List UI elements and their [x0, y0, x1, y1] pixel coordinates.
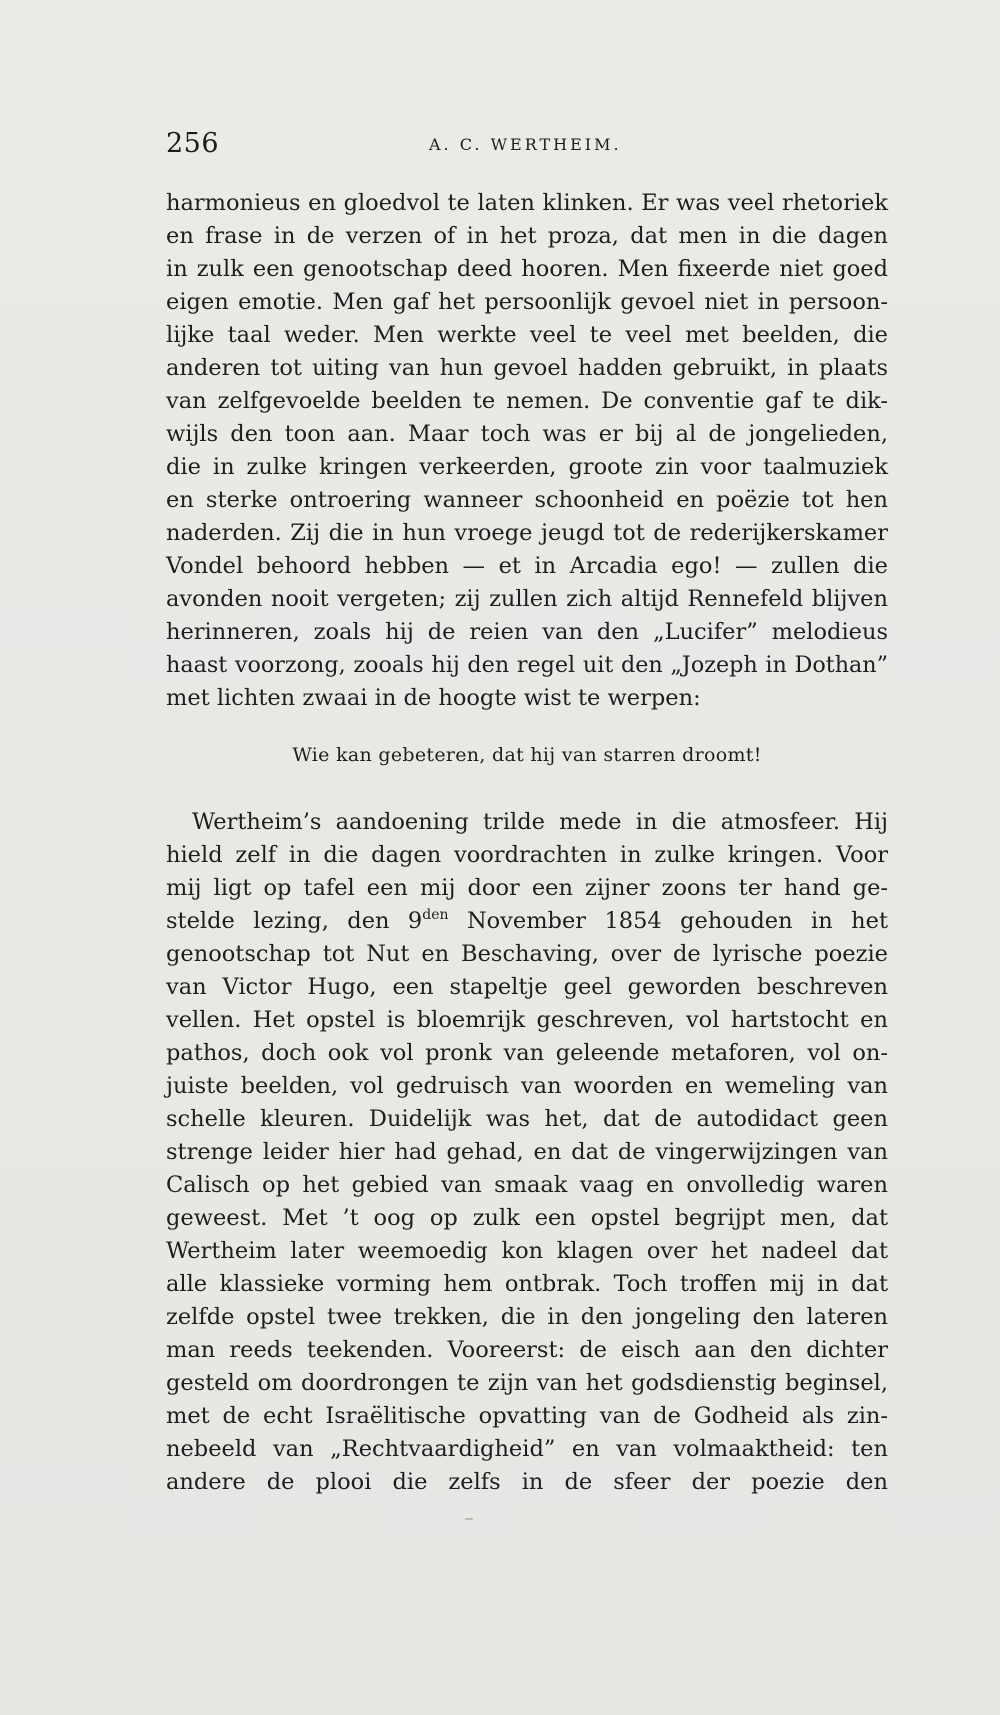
paragraph-1 — [166, 187, 888, 715]
text-line: pathos, doch ook vol pronk van geleende metaforen, vol on- — [166, 1040, 888, 1066]
running-head: A. C. WERTHEIM. — [429, 135, 622, 154]
text-line: Wertheim later weemoedig kon klagen over het nadeel dat — [166, 1238, 888, 1264]
text-line: strenge leider hier had gehad, en dat de vingerwijzingen van — [166, 1139, 888, 1165]
text-line: herinneren, zoals hij de reien van den „Lucifer” melodieus — [166, 619, 888, 645]
text-line: hield zelf in die dagen voordrachten in zulke kringen. Voor — [166, 842, 888, 868]
page-number: 256 — [166, 128, 220, 159]
text-line: vellen. Het opstel is bloemrijk geschreven, vol hartstocht en — [166, 1007, 888, 1033]
paragraph-2 — [166, 806, 888, 1499]
text-line: van zelfgevoelde beelden te nemen. De conventie gaf te dik- — [166, 388, 888, 414]
text-line: harmonieus en gloedvol te laten klinken. Er was veel rhetoriek — [166, 190, 888, 216]
text-line: zelfde opstel twee trekken, die in den jongeling den lateren — [166, 1304, 888, 1330]
text-line: avonden nooit vergeten; zij zullen zich altijd Rennefeld blijven — [166, 586, 888, 612]
superscript: den — [422, 907, 449, 923]
text-line: in zulk een genootschap deed hooren. Men fixeerde niet goed — [166, 256, 888, 282]
text-line: haast voorzong, zooals hij den regel uit den „Jozeph in Dothan” — [166, 652, 888, 678]
text-line: andere de plooi die zelfs in de sfeer der poezie den — [166, 1469, 888, 1495]
text-line: juiste beelden, vol gedruisch van woorden en wemeling van — [166, 1073, 888, 1099]
text-line: lijke taal weder. Men werkte veel te veel met beelden, die — [166, 322, 888, 348]
text-line: gesteld om doordrongen te zijn van het godsdienstig beginsel, — [166, 1370, 888, 1396]
text-line: Vondel behoord hebben — et in Arcadia ego! — zullen die — [166, 553, 888, 579]
text-line: schelle kleuren. Duidelijk was het, dat de autodidact geen — [166, 1106, 888, 1132]
text-line: alle klassieke vorming hem ontbrak. Toch troffen mij in dat — [166, 1271, 888, 1297]
text-line: met lichten zwaai in de hoogte wist te werpen: — [166, 685, 701, 711]
text-line: van Victor Hugo, een stapeltje geel geworden beschreven — [166, 974, 888, 1000]
paper-speck — [465, 1518, 473, 1520]
text-segment: November 1854 gehouden in het — [448, 908, 888, 934]
text-line: genootschap tot Nut en Beschaving, over de lyrische poezie — [166, 941, 888, 967]
text-line: en sterke ontroering wanneer schoonheid en poëzie tot hen — [166, 487, 888, 513]
text-line: geweest. Met ’t oog op zulk een opstel begrijpt men, dat — [166, 1205, 888, 1231]
text-segment: stelde lezing, den 9 — [166, 908, 423, 934]
text-line: Calisch op het gebied van smaak vaag en onvolledig waren — [166, 1172, 888, 1198]
text-line: mij ligt op tafel een mij door een zijner zoons ter hand ge- — [166, 875, 888, 901]
text-line: nebeeld van „Rechtvaardigheid” en van volmaaktheid: ten — [166, 1436, 888, 1462]
text-line: anderen tot uiting van hun gevoel hadden gebruikt, in plaats — [166, 355, 888, 381]
verse-quote: Wie kan gebeteren, dat hij van starren droomt! — [292, 744, 762, 766]
text-line: man reeds teekenden. Vooreerst: de eisch aan den dichter — [166, 1337, 888, 1363]
text-line: met de echt Israëlitische opvatting van de Godheid als zin- — [166, 1403, 888, 1429]
page-header — [166, 128, 884, 168]
text-line: Wertheim’s aandoening trilde mede in die atmosfeer. Hij — [192, 809, 888, 835]
text-line: en frase in de verzen of in het proza, dat men in die dagen — [166, 223, 888, 249]
text-line: wijls den toon aan. Maar toch was er bij al de jongelieden, — [166, 421, 888, 447]
text-line: eigen emotie. Men gaf het persoonlijk gevoel niet in persoon- — [166, 289, 888, 315]
text-line — [166, 905, 888, 938]
text-line: die in zulke kringen verkeerden, groote zin voor taalmuziek — [166, 454, 888, 480]
text-line: naderden. Zij die in hun vroege jeugd tot de rederijkerskamer — [166, 520, 888, 546]
